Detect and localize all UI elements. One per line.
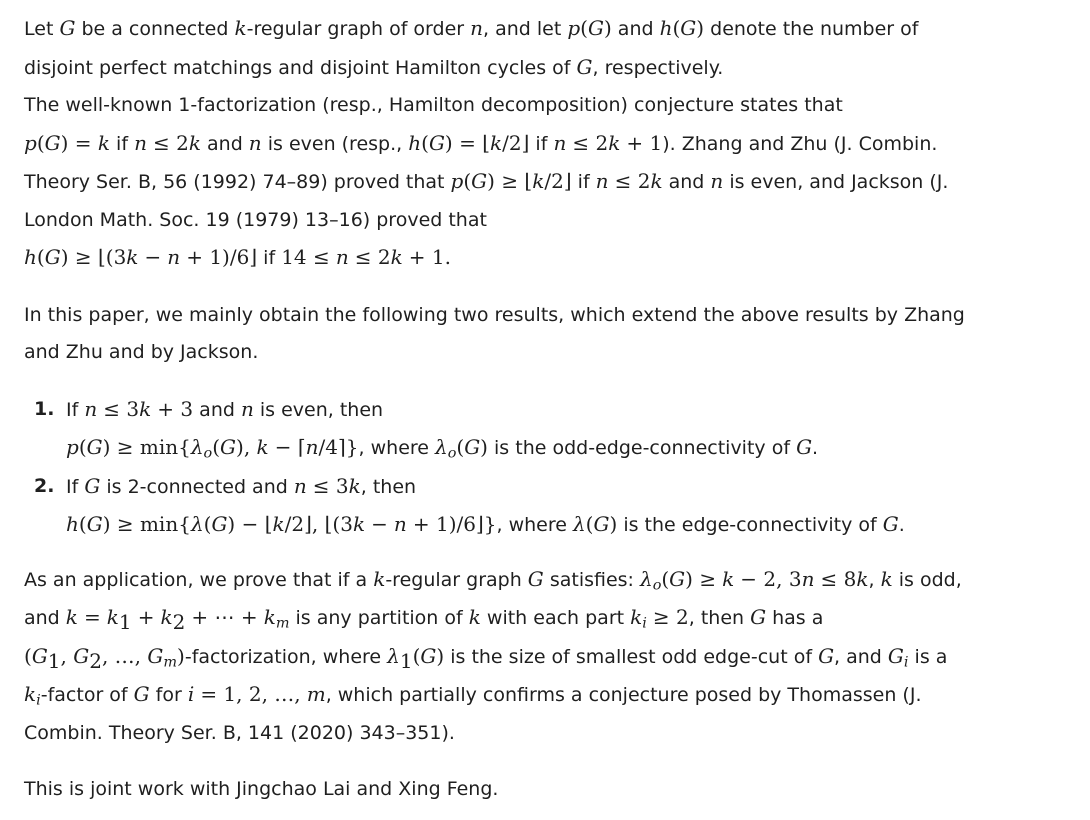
result-1-line-1: If n ≤ 3k + 3 and n is even, then bbox=[66, 396, 384, 421]
result-1-line-2: $p(G) \ge \min\{\lambda_o(G)$, k − ⌈n/4⌉}, where $\lambda_o(G)$ is the odd-edge-connectivity of G. bbox=[66, 435, 819, 462]
summary-line-1: In this paper, we mainly obtain the following two results, which extend the above results by Zhang bbox=[24, 303, 965, 326]
summary-line-2: and Zhu and by Jackson. bbox=[24, 341, 259, 363]
conjecture-line-4: London Math. Soc. 19 (1979) 13–16) proved that bbox=[24, 208, 487, 231]
application-line-4: $k_i$-factor of G for i = 1, 2, …, m, which partially confirms a conjecture posed by Thomassen (J. bbox=[24, 682, 922, 709]
intro-line-1: Let G be a connected k-regular graph of order n, and let p(G) and h(G) denote the number of bbox=[24, 16, 919, 40]
application-line-3: ($G_1$, $G_2$, …, $G_m$)-factorization, where $\lambda_1(G)$ is the size of smallest odd edge-cut of G, and $G_i$ is a bbox=[24, 643, 948, 673]
result-item-1 bbox=[34, 391, 1066, 468]
summary-paragraph bbox=[24, 297, 1066, 372]
acknowledgement: This is joint work with Jingchao Lai and Xing Feng. bbox=[24, 778, 499, 800]
intro-paragraph bbox=[24, 10, 1066, 87]
intro-line-2: disjoint perfect matchings and disjoint Hamilton cycles of G, respectively. bbox=[24, 54, 724, 79]
result-number-2: 2. bbox=[34, 474, 55, 497]
application-paragraph bbox=[24, 561, 1066, 753]
application-line-5: Combin. Theory Ser. B, 141 (2020) 343–351). bbox=[24, 721, 455, 744]
application-line-1: As an application, we prove that if a k-regular graph G satisfies: $\lambda_o(G) \ge k - 2$, 3n ≤ 8k, k is odd, bbox=[24, 566, 962, 594]
results-list bbox=[24, 391, 1066, 545]
result-item-2 bbox=[34, 468, 1066, 545]
conjecture-line-2: p(G) = k if n ≤ 2k and n is even (resp., h(G) = ⌊k/2⌋ if n ≤ 2k + 1). Zhang and Zhu (J. Combin. bbox=[24, 130, 938, 155]
conjecture-paragraph bbox=[24, 87, 1066, 278]
conjecture-line-3: Theory Ser. B, 56 (1992) 74–89) proved that p(G) ≥ ⌊k/2⌋ if n ≤ 2k and n is even, and Jackson (J. bbox=[24, 169, 949, 193]
result-2-line-2: h(G) ≥ min{λ(G) − ⌊k/2⌋, ⌊(3k − n + 1)/6⌋}, where λ(G) is the edge-connectivity of G. bbox=[66, 512, 905, 536]
conjecture-line-5: h(G) ≥ ⌊(3k − n + 1)/6⌋ if 14 ≤ n ≤ 2k + 1. bbox=[24, 245, 451, 269]
result-2-line-1: If G is 2-connected and n ≤ 3k, then bbox=[66, 473, 417, 498]
conjecture-line-1: The well-known 1-factorization (resp., Hamilton decomposition) conjecture states that bbox=[24, 94, 843, 116]
result-number-1: 1. bbox=[34, 397, 55, 420]
application-line-2: and $k = k_1 + k_2$ + ⋯ + $k_m$ is any partition of k with each part $k_i \ge 2$, then G has a bbox=[24, 605, 824, 634]
